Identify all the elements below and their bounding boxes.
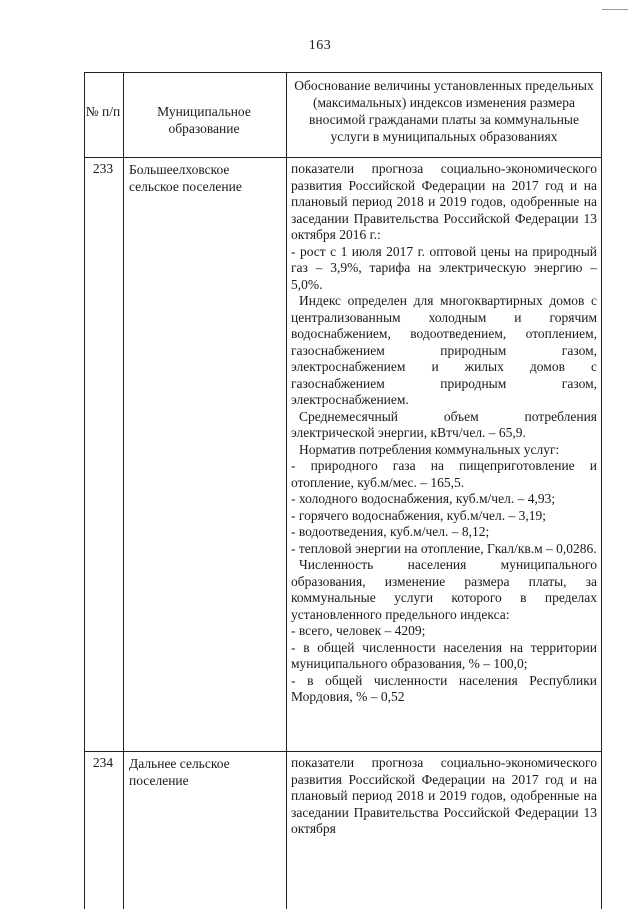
row-number: 234 [92, 755, 114, 770]
header-divider [85, 157, 601, 158]
justification-paragraph: - всего, человек – 4209; [291, 623, 426, 638]
column-header-justification: Обоснование величины установленных предельных (максимальных) индексов изменения размера вносимой гражданами платы за коммунальные услуги в муниципальных образованиях [294, 78, 594, 144]
page-number: 163 [308, 38, 332, 53]
row-justification [291, 161, 597, 706]
municipal-index-table [84, 72, 602, 909]
justification-paragraph: показатели прогноза социально-экономического развития Российской Федерации на 2017 год и на плановый период 2018 и 2019 годов, одобренные на заседании Правительства Российской Федерации 13 октября 2016 г.: [291, 161, 597, 242]
justification-paragraph: - рост с 1 июля 2017 г. оптовой цены на природный газ – 3,9%, тарифа на электрическую энергию – 5,0%. [291, 243, 597, 292]
corner-line [602, 9, 628, 10]
row-divider [85, 751, 601, 752]
justification-paragraph: Численность населения муниципального образования, изменение размера платы, за коммунальные услуги которого в пределах установленного предельного индекса: [291, 557, 597, 622]
column-header-number: № п/п [85, 104, 121, 119]
justification-paragraph: показатели прогноза социально-экономического развития Российской Федерации на 2017 год и на плановый период 2018 и 2019 годов, одобренные на заседании Правительства Российской Федерации 13 октября [291, 755, 597, 836]
column-divider [286, 73, 287, 909]
justification-paragraph: - в общей численности населения Республики Мордовия, % – 0,52 [291, 672, 597, 704]
justification-paragraph: - тепловой энергии на отопление, Гкал/кв.м – 0,0286. [291, 540, 597, 556]
justification-paragraph: - водоотведения, куб.м/чел. – 8,12; [291, 524, 490, 539]
justification-paragraph: - природного газа на пищеприготовление и отопление, куб.м/мес. – 165,5. [291, 458, 597, 490]
justification-paragraph: - горячего водоснабжения, куб.м/чел. – 3,19; [291, 507, 547, 523]
justification-paragraph: - в общей численности населения на территории муниципального образования, % – 100,0; [291, 639, 597, 671]
row-municipality: Дальнее сельское поселение [129, 756, 230, 788]
column-divider [123, 73, 124, 909]
row-number: 233 [92, 161, 114, 176]
column-header-municipality: Муниципальное образование [157, 104, 251, 136]
justification-paragraph: Индекс определен для многоквартирных домов с централизованным холодным и горячим водоснабжением, водоотведением, отоплением, газоснабжением природным газом, электроснабжением и жилых домов с газоснабжением природным газом, электроснабжением. [291, 293, 597, 407]
row-municipality: Большеелховское сельское поселение [129, 162, 242, 194]
justification-paragraph: Среднемесячный объем потребления электрической энергии, кВтч/чел. – 65,9. [291, 408, 597, 440]
justification-paragraph: - холодного водоснабжения, куб.м/чел. – 4,93; [291, 491, 556, 506]
justification-paragraph: Норматив потребления коммунальных услуг: [299, 441, 560, 457]
row-justification [291, 755, 597, 838]
